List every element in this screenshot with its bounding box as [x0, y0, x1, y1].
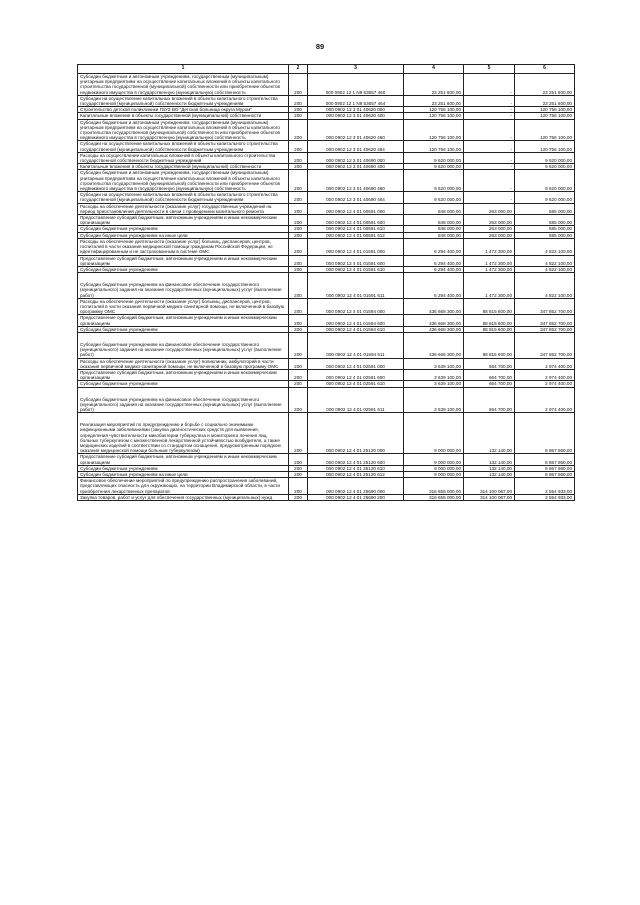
table-row [78, 413, 575, 454]
row-amount-approved: 9 000 000,00 [404, 472, 464, 478]
row-amount-total: 120 756 100,00 [515, 141, 575, 152]
row-amount-total: 120 756 100,00 [515, 119, 575, 141]
row-amount-change: - [464, 152, 515, 163]
row-amount-total: 9 620 000,00 [515, 164, 575, 170]
table-row [78, 478, 575, 495]
row-amount-total: 23 251 600,00 [515, 74, 575, 96]
row-amount-approved: 3 639 100,00 [404, 387, 464, 413]
row-amount-total: 585 000,00 [515, 232, 575, 238]
row-amount-total: 23 251 600,00 [515, 95, 575, 106]
table-row [78, 119, 575, 141]
row-amount-change: 314 100 067,00 [464, 494, 515, 500]
row-amount-approved: 120 756 100,00 [404, 113, 464, 119]
row-classification-code: 000 0902 12 3 01 40620 464 [308, 141, 404, 152]
row-amount-total: 9 620 000,00 [515, 192, 575, 203]
row-classification-code: 000 0902 12 4 01 00591 600 [308, 215, 404, 226]
row-amount-change: 132 140,00 [464, 454, 515, 465]
row-amount-total: 2 974 400,00 [515, 369, 575, 380]
row-description: Субсидии бюджетным учреждениям на финансовое обеспечение государственного (муниципального) задания на оказание государственных (муниципальных) услуг (выполнение работ) [78, 387, 289, 413]
row-classification-code: 000 0902 12 4 01 25120 000 [308, 413, 404, 454]
row-code: 200 [289, 232, 308, 238]
column-header: 4 [404, 65, 464, 74]
row-amount-approved: 6 294 400,00 [404, 273, 464, 299]
table-header-row [78, 65, 575, 74]
row-classification-code: 000 0902 12 3 01 40690 000 [308, 152, 404, 163]
row-amount-approved: 3 639 100,00 [404, 381, 464, 387]
table-row [78, 255, 575, 266]
row-amount-total: 4 822 100,00 [515, 273, 575, 299]
row-amount-change: - [464, 170, 515, 192]
row-description: Закупка товаров, работ и услуг для обеспечения государственных (муниципальных) нужд [78, 494, 289, 500]
row-code: 200 [289, 266, 308, 272]
row-amount-change: 88 815 600,00 [464, 332, 515, 358]
table-row [78, 170, 575, 192]
row-amount-approved: 436 668 300,00 [404, 326, 464, 332]
row-code: 200 [289, 255, 308, 266]
row-amount-approved: 23 251 600,00 [404, 95, 464, 106]
row-amount-total: 585 000,00 [515, 215, 575, 226]
row-amount-total: 2 974 400,00 [515, 358, 575, 369]
row-description: Предоставление субсидий бюджетным, автономным учреждениям и иным некоммерческим организациям [78, 215, 289, 226]
row-amount-change: 664 700,00 [464, 381, 515, 387]
row-amount-change: - [464, 95, 515, 106]
row-amount-total: 585 000,00 [515, 203, 575, 214]
row-description: Субсидии на осуществление капитальных вложений в объекты капитального строительства государственной (муниципальной) собственности бюджетным учреждениям [78, 192, 289, 203]
row-classification-code: 000 0902 12 4 01 00591 000 [308, 203, 404, 214]
row-amount-total: 2 554 933,00 [515, 494, 575, 500]
row-amount-total: 4 822 100,00 [515, 238, 575, 255]
row-amount-total: 120 756 100,00 [515, 113, 575, 119]
row-classification-code: 000 0902 12 4 01 25690 200 [308, 494, 404, 500]
row-amount-total: 9 620 000,00 [515, 152, 575, 163]
row-amount-approved: 9 000 000,00 [404, 454, 464, 465]
row-classification-code: 000 0902 12 4 01 25120 600 [308, 454, 404, 465]
table-row [78, 465, 575, 471]
row-amount-total: 347 852 700,00 [515, 298, 575, 315]
row-amount-approved: 120 756 100,00 [404, 119, 464, 141]
row-amount-approved: 848 000,00 [404, 215, 464, 226]
table-row [78, 152, 575, 163]
row-amount-approved: 9 620 000,00 [404, 192, 464, 203]
row-code: 200 [289, 387, 308, 413]
row-amount-change: - [464, 192, 515, 203]
row-classification-code: 000 0902 12 4 01 02591 611 [308, 387, 404, 413]
row-description: Расходы на обеспечение деятельности (оказание услуг) поликлиник, амбулаторий в части оказания первичной медико-санитарной помощи, не включенной в базовую программу ОМС [78, 358, 289, 369]
row-description: Субсидии бюджетным и автономным учреждениям, государственным (муниципальным) унитарным предприятиям на осуществление капитальных вложений в объекты капитального строительства государственной (муниципальной) собственности или приобретение объектов недвижимого имущества в государственную (муниципальную) собственность [78, 119, 289, 141]
row-description: Расходы на обеспечение деятельности (оказание услуг) государственных учреждений на период приостановления деятельности в связи с проведением капитального ремонта [78, 203, 289, 214]
row-amount-change: 664 700,00 [464, 387, 515, 413]
row-amount-approved: 848 000,00 [404, 232, 464, 238]
table-body [78, 74, 575, 501]
table-row [78, 381, 575, 387]
row-description: Субсидии бюджетным учреждениям [78, 381, 289, 387]
row-code: 200 [289, 413, 308, 454]
row-description: Капитальные вложения в объекты государственной (муниципальной) собственности [78, 113, 289, 119]
row-classification-code: 000 0902 12 4 01 02591 610 [308, 381, 404, 387]
table-row [78, 273, 575, 299]
table-row [78, 192, 575, 203]
row-amount-total: 8 867 860,00 [515, 413, 575, 454]
row-code: 200 [289, 152, 308, 163]
row-classification-code: 000 0902 12 4 01 25120 612 [308, 472, 404, 478]
row-amount-change: 1 472 300,00 [464, 255, 515, 266]
row-amount-total: 4 822 100,00 [515, 266, 575, 272]
table-row [78, 369, 575, 380]
row-amount-total: 9 620 000,00 [515, 170, 575, 192]
row-code: 200 [289, 164, 308, 170]
row-amount-change: 88 815 600,00 [464, 326, 515, 332]
column-header: 1 [78, 65, 289, 74]
row-classification-code: 000 0902 12 4 01 01594 600 [308, 315, 404, 326]
row-amount-change: 263 000,00 [464, 232, 515, 238]
row-amount-total: 2 974 400,00 [515, 387, 575, 413]
row-amount-change: - [464, 107, 515, 113]
row-amount-change: 1 472 300,00 [464, 273, 515, 299]
table-row [78, 387, 575, 413]
row-amount-approved: 9 620 000,00 [404, 170, 464, 192]
row-amount-change: 132 140,00 [464, 413, 515, 454]
row-amount-approved: 120 756 100,00 [404, 107, 464, 113]
row-amount-approved: 848 000,00 [404, 226, 464, 232]
row-code: 200 [289, 273, 308, 299]
row-description: Расходы на обеспечение деятельности (оказание услуг) больниц, диспансеров, центров, госпиталей в части оказания медицинской помощи гражданам Российской Федерации, не идентифицированным и не застрахованным в системе ОМС [78, 238, 289, 255]
row-amount-change: 263 000,00 [464, 226, 515, 232]
row-description: Субсидии на осуществление капитальных вложений в объекты капитального строительства государственной (муниципальной) собственности бюджетным учреждениям [78, 141, 289, 152]
row-code: 200 [289, 119, 308, 141]
row-description: Предоставление субсидий бюджетным, автономным учреждениям и иным некоммерческим организациям [78, 369, 289, 380]
table-row [78, 326, 575, 332]
row-code: 200 [289, 298, 308, 315]
row-code: 200 [289, 95, 308, 106]
row-description: Капитальные вложения в объекты государственной (муниципальной) собственности [78, 164, 289, 170]
row-amount-change: 314 100 067,00 [464, 478, 515, 495]
row-amount-change: 132 140,00 [464, 472, 515, 478]
row-description: Субсидии бюджетным учреждениям на финансовое обеспечение государственного (муниципального) задания на оказание государственных (муниципальных) услуг (выполнение работ) [78, 273, 289, 299]
row-description: Субсидии бюджетным учреждениям [78, 266, 289, 272]
row-amount-change: 88 815 600,00 [464, 298, 515, 315]
row-classification-code: 000 0902 12 4 01 01591 000 [308, 238, 404, 255]
table-row [78, 266, 575, 272]
row-code: 200 [289, 141, 308, 152]
row-amount-approved: 848 000,00 [404, 203, 464, 214]
row-description: Субсидии бюджетным учреждениям на финансовое обеспечение государственного (муниципального) задания на оказание государственных (муниципальных) услуг (выполнение работ) [78, 332, 289, 358]
row-description: Предоставление субсидий бюджетным, автономным учреждениям и иным некоммерческим организациям [78, 315, 289, 326]
row-classification-code: 000 0902 12 4 01 01594 611 [308, 332, 404, 358]
row-amount-approved: 6 294 400,00 [404, 238, 464, 255]
row-amount-approved: 6 294 400,00 [404, 266, 464, 272]
table-row [78, 494, 575, 500]
row-amount-change: 1 472 300,00 [464, 266, 515, 272]
row-description: Реализация мероприятий по предупреждению и борьбе с социально значимыми инфекционными заболеваниями (закупка диагностических средств для выявления, определения чувствительности микобактерии туберкулеза и мониторинга лечения лиц, больных туберкулезом с множественной лекарственной устойчивостью возбудителя, а также медицинских изделий в соответствии со стандартом оснащения, предусмотренным порядком оказания медицинской помощи больным туберкулезом) [78, 413, 289, 454]
row-classification-code: 000 0902 12 4 01 02591 600 [308, 369, 404, 380]
row-code: 200 [289, 113, 308, 119]
row-classification-code: 000 0902 12 3 01 40620 400 [308, 113, 404, 119]
row-code: 200 [289, 465, 308, 471]
row-classification-code: 000 0902 12 3 01 40690 400 [308, 164, 404, 170]
row-amount-approved: 6 294 400,00 [404, 255, 464, 266]
row-description: Субсидии бюджетным и автономным учреждениям, государственным (муниципальным) унитарным предприятиям на осуществление капитальных вложений в объекты капитального строительства государственной (муниципальной) собственности или приобретение объектов недвижимого имущества в государственную (муниципальную) собственность [78, 170, 289, 192]
row-code: 200 [289, 74, 308, 96]
row-code: 200 [289, 226, 308, 232]
row-classification-code: 000 0902 12 4 01 01591 611 [308, 273, 404, 299]
table-row [78, 332, 575, 358]
row-amount-approved: 316 655 000,00 [404, 478, 464, 495]
row-classification-code: 000 0902 12 4 01 01591 600 [308, 255, 404, 266]
table-row [78, 358, 575, 369]
row-description: Строительство детской поликлиники ГБУЗ ВО "Детская больница округа Муром" [78, 107, 289, 113]
row-amount-approved: 3 639 100,00 [404, 369, 464, 380]
column-header: 5 [464, 65, 515, 74]
row-amount-total: 347 852 700,00 [515, 332, 575, 358]
table-row [78, 298, 575, 315]
row-amount-total: 120 756 100,00 [515, 107, 575, 113]
row-code: 200 [289, 478, 308, 495]
row-amount-total: 8 867 860,00 [515, 454, 575, 465]
row-amount-approved: 436 668 300,00 [404, 298, 464, 315]
page-number: 89 [315, 42, 325, 51]
table-row [78, 215, 575, 226]
row-classification-code: 000 0902 12 4 01 01591 610 [308, 266, 404, 272]
table-row [78, 203, 575, 214]
row-code: 200 [289, 238, 308, 255]
row-amount-approved: 23 251 600,00 [404, 74, 464, 96]
row-amount-change: 1 472 300,00 [464, 238, 515, 255]
budget-table [77, 64, 575, 501]
row-amount-approved: 3 639 100,00 [404, 358, 464, 369]
row-code: 200 [289, 332, 308, 358]
row-description: Расходы на осуществление капитальных вложений в объекты капитального строительства государственной собственности бюджетных учреждений [78, 152, 289, 163]
row-classification-code: 000 0902 12 1 N9 53657 460 [308, 74, 404, 96]
row-description: Субсидии бюджетным учреждениям [78, 465, 289, 471]
row-amount-change: 664 700,00 [464, 369, 515, 380]
column-header: 2 [289, 65, 308, 74]
row-amount-total: 2 554 933,00 [515, 478, 575, 495]
row-amount-approved: 9 000 000,00 [404, 465, 464, 471]
table-row [78, 472, 575, 478]
row-code: 200 [289, 315, 308, 326]
row-amount-change: 132 140,00 [464, 465, 515, 471]
row-amount-change: - [464, 113, 515, 119]
row-code: 200 [289, 472, 308, 478]
row-classification-code: 000 0902 12 4 01 01594 610 [308, 326, 404, 332]
row-code: 200 [289, 215, 308, 226]
row-amount-change: 664 700,00 [464, 358, 515, 369]
row-description: Субсидии бюджетным и автономным учреждениям, государственным (муниципальным) унитарным предприятиям на осуществление капитальных вложений в объекты капитального строительства государственной (муниципальной) собственности или приобретение объектов недвижимого имущества в государственную (муниципальную) собственность [78, 74, 289, 96]
row-amount-approved: 9 000 000,00 [404, 413, 464, 454]
row-description: Субсидии бюджетным учреждениям на иные цели [78, 232, 289, 238]
row-amount-approved: 436 668 300,00 [404, 332, 464, 358]
row-description: Предоставление субсидий бюджетным, автономным учреждениям и иным некоммерческим организациям [78, 454, 289, 465]
column-header: 3 [308, 65, 404, 74]
row-classification-code: 000 0902 12 4 01 00591 610 [308, 226, 404, 232]
table-row [78, 74, 575, 96]
row-amount-total: 347 852 700,00 [515, 326, 575, 332]
row-amount-change: 263 000,00 [464, 203, 515, 214]
row-amount-total: 347 852 700,00 [515, 315, 575, 326]
row-description: Субсидии бюджетным учреждениям на иные цели [78, 472, 289, 478]
row-amount-total: 2 974 400,00 [515, 381, 575, 387]
column-header: 6 [515, 65, 575, 74]
row-classification-code: 000 0902 12 4 01 02591 000 [308, 358, 404, 369]
row-amount-total: 8 867 860,00 [515, 465, 575, 471]
row-amount-change: - [464, 141, 515, 152]
row-amount-total: 8 867 860,00 [515, 472, 575, 478]
row-classification-code: 000 0902 12 3 01 40690 464 [308, 192, 404, 203]
row-amount-total: 4 822 100,00 [515, 255, 575, 266]
row-amount-change: - [464, 74, 515, 96]
row-classification-code: 000 0902 12 4 01 25120 610 [308, 465, 404, 471]
table-row [78, 315, 575, 326]
table-row [78, 232, 575, 238]
table-row [78, 226, 575, 232]
row-amount-approved: 9 620 000,00 [404, 164, 464, 170]
row-code: 200 [289, 192, 308, 203]
row-amount-change: 88 815 600,00 [464, 315, 515, 326]
row-classification-code: 000 0902 12 4 01 25690 000 [308, 478, 404, 495]
row-code: 200 [289, 203, 308, 214]
row-classification-code: 000 0902 12 4 01 01594 000 [308, 298, 404, 315]
row-classification-code: 000 0902 12 3 01 40620 000 [308, 107, 404, 113]
row-code: 200 [289, 454, 308, 465]
row-description: Субсидии бюджетным учреждениям [78, 226, 289, 232]
row-description: Предоставление субсидий бюджетным, автономным учреждениям и иным некоммерческим организациям [78, 255, 289, 266]
row-description: Субсидии на осуществление капитальных вложений в объекты капитального строительства государственной (муниципальной) собственности бюджетным учреждениям [78, 95, 289, 106]
row-code: 200 [289, 326, 308, 332]
row-amount-change: - [464, 164, 515, 170]
row-code: 200 [289, 107, 308, 113]
row-amount-approved: 316 655 000,00 [404, 494, 464, 500]
row-description: Финансовое обеспечение мероприятий по предупреждению распространения заболеваний, представляющих опасность для окружающих, на территории Владимирской области, в части приобретения лекарственных препаратов [78, 478, 289, 495]
row-classification-code: 000 0902 12 3 01 40690 460 [308, 170, 404, 192]
row-amount-approved: 436 668 300,00 [404, 315, 464, 326]
row-classification-code: 000 0902 12 3 01 40620 460 [308, 119, 404, 141]
table-row [78, 454, 575, 465]
row-code: 200 [289, 494, 308, 500]
row-code: 200 [289, 170, 308, 192]
row-amount-approved: 9 620 000,00 [404, 152, 464, 163]
table-row [78, 141, 575, 152]
row-description: Расходы на обеспечение деятельности (оказание услуг) больниц, диспансеров, центров, госпиталей в части оказания первичной медико-санитарной помощи, не включенной в базовую программу ОМС [78, 298, 289, 315]
row-amount-change: - [464, 119, 515, 141]
row-amount-change: 263 000,00 [464, 215, 515, 226]
table-row [78, 238, 575, 255]
row-description: Субсидии бюджетным учреждениям [78, 326, 289, 332]
row-amount-approved: 120 756 100,00 [404, 141, 464, 152]
row-code: 200 [289, 369, 308, 380]
row-code: 200 [289, 381, 308, 387]
row-code: 200 [289, 358, 308, 369]
row-classification-code: 000 0902 12 1 N9 53657 464 [308, 95, 404, 106]
table-row [78, 95, 575, 106]
row-classification-code: 000 0902 12 4 01 00591 612 [308, 232, 404, 238]
row-amount-total: 585 000,00 [515, 226, 575, 232]
